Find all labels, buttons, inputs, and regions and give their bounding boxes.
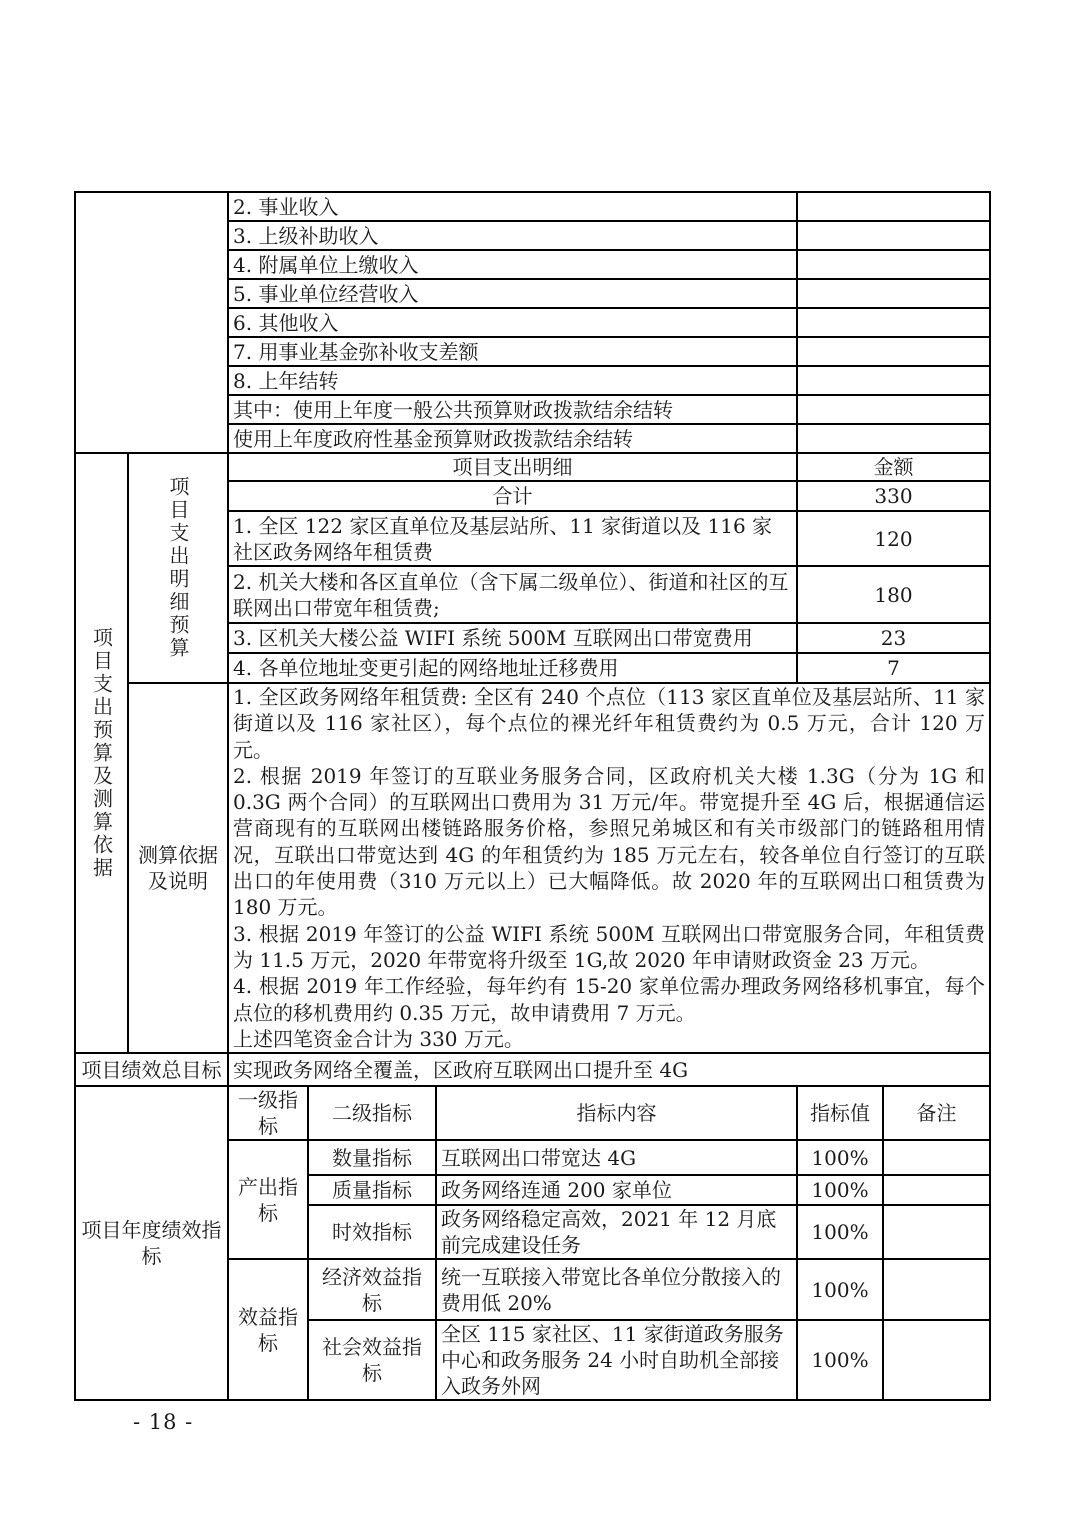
carryover-amount-cell: [797, 250, 990, 279]
indicator-content-cell: 政务网络稳定高效，2021 年 12 月底前完成建设任务: [436, 1205, 797, 1259]
indicator-content-cell: 互联网出口带宽达 4G: [436, 1140, 797, 1175]
indicator-level1-benefit-cell: 效益指标: [228, 1259, 308, 1400]
basis-paragraph: 上述四笔资金合计为 330 万元。: [233, 1026, 524, 1051]
detail-subsection-vertical-label-cell: [128, 453, 228, 683]
indicator-value-cell: 100%: [797, 1140, 883, 1175]
indicator-note-cell: [883, 1175, 990, 1205]
indicator-value-cell: 100%: [797, 1205, 883, 1259]
indicator-level2-cell: 时效指标: [308, 1205, 436, 1259]
carryover-amount-cell: [797, 308, 990, 337]
indicator-level2-cell: 社会效益指标: [308, 1320, 436, 1400]
indicator-level2-cell: 经济效益指标: [308, 1259, 436, 1320]
carryover-spacer-cell: [75, 192, 228, 453]
budget-section-vertical-label: 项目支出预算及测算依据: [89, 626, 114, 880]
detail-amount-cell: 120: [797, 511, 990, 566]
indicator-header-note: 备注: [883, 1086, 990, 1140]
goal-label-cell: 项目绩效总目标: [75, 1053, 228, 1086]
indicator-note-cell: [883, 1259, 990, 1320]
carryover-amount-cell: [797, 337, 990, 366]
detail-amount-cell: 180: [797, 566, 990, 623]
carryover-amount-cell: [797, 279, 990, 308]
indicator-note-cell: [883, 1140, 990, 1175]
indicator-content-cell: 统一互联接入带宽比各单位分散接入的费用低 20%: [436, 1259, 797, 1320]
carryover-item-cell: 3. 上级补助收入: [228, 221, 797, 250]
indicator-header-level2: 二级指标: [308, 1086, 436, 1140]
detail-header-amount: 金额: [797, 453, 990, 481]
indicator-value-cell: 100%: [797, 1175, 883, 1205]
budget-section-vertical-label-cell: [75, 453, 128, 1053]
carryover-amount-cell: [797, 192, 990, 221]
carryover-item-cell: 5. 事业单位经营收入: [228, 279, 797, 308]
budget-document-table-wrap: [74, 191, 991, 1401]
carryover-item-cell: 8. 上年结转: [228, 366, 797, 395]
carryover-item-cell: 6. 其他收入: [228, 308, 797, 337]
carryover-item-cell: 使用上年度政府性基金预算财政拨款结余结转: [228, 424, 797, 453]
carryover-amount-cell: [797, 395, 990, 424]
detail-header-item: 项目支出明细: [228, 453, 797, 481]
basis-paragraph: 1. 全区政务网络年租赁费: 全区有 240 个点位（113 家区直单位及基层站所、11 家街道以及 116 家社区），每个点位的裸光纤年租赁费约为 0.5 万元，合计 120 万元。: [233, 685, 985, 762]
indicator-header-level1: 一级指标: [228, 1086, 308, 1140]
basis-paragraph: 4. 根据 2019 年工作经验，每年约有 15-20 家单位需办理政务网络移机事宜，每个点位的移机费用约 0.35 万元，故申请费用 7 万元。: [233, 974, 985, 1025]
basis-label-cell: 测算依据及说明: [128, 683, 228, 1053]
indicator-level2-cell: 质量指标: [308, 1175, 436, 1205]
carryover-item-cell: 2. 事业收入: [228, 192, 797, 221]
detail-total-amount: 330: [797, 481, 990, 511]
budget-continuation-table: [74, 191, 991, 1401]
basis-content-cell: [228, 683, 990, 1053]
indicator-level1-output-cell: 产出指标: [228, 1140, 308, 1259]
detail-item-cell: 3. 区机关大楼公益 WIFI 系统 500M 互联网出口带宽费用: [228, 623, 797, 653]
indicator-note-cell: [883, 1320, 990, 1400]
basis-paragraph: 3. 根据 2019 年签订的公益 WIFI 系统 500M 互联网出口带宽服务合同，年租赁费为 11.5 万元，2020 年带宽将升级至 1G,故 2020 年申请财政资金 23 万元。: [233, 921, 985, 972]
carryover-item-cell: 4. 附属单位上缴收入: [228, 250, 797, 279]
carryover-item-cell: 7. 用事业基金弥补收支差额: [228, 337, 797, 366]
detail-item-cell: 2. 机关大楼和各区直单位（含下属二级单位）、街道和社区的互联网出口带宽年租赁费;: [228, 566, 797, 623]
carryover-amount-cell: [797, 424, 990, 453]
indicator-level2-cell: 数量指标: [308, 1140, 436, 1175]
indicator-value-cell: 100%: [797, 1259, 883, 1320]
detail-item-cell: 1. 全区 122 家区直单位及基层站所、11 家街道以及 116 家社区政务网络年租赁费: [228, 511, 797, 566]
goal-content-cell: 实现政务网络全覆盖，区政府互联网出口提升至 4G: [228, 1053, 990, 1086]
carryover-item-cell: 其中：使用上年度一般公共预算财政拨款结余结转: [228, 395, 797, 424]
indicator-value-cell: 100%: [797, 1320, 883, 1400]
indicator-header-content: 指标内容: [436, 1086, 797, 1140]
page-number: - 18 -: [133, 1410, 194, 1434]
detail-amount-cell: 7: [797, 653, 990, 683]
basis-paragraph: 2. 根据 2019 年签订的互联业务服务合同，区政府机关大楼 1.3G（分为 1G 和 0.3G 两个合同）的互联网出口费用为 31 万元/年。带宽提升至 4G 后，根据通信运营商现有的互联网出楼链路服务价格，参照兄弟城区和有关市级部门的链路租用情况，互联出口带宽达到 4G 的年租赁约为 185 万元左右，较各单位自行签订的互联出口的年使用费（310 万元以上）已大幅降低。故 2020 年的互联网出口租赁费为 180 万元。: [233, 763, 985, 920]
carryover-amount-cell: [797, 366, 990, 395]
detail-item-cell: 4. 各单位地址变更引起的网络地址迁移费用: [228, 653, 797, 683]
indicators-section-label-cell: 项目年度绩效指标: [75, 1086, 228, 1400]
indicator-header-value: 指标值: [797, 1086, 883, 1140]
indicator-note-cell: [883, 1205, 990, 1259]
carryover-amount-cell: [797, 221, 990, 250]
detail-subsection-vertical-label: 项目支出明细预算: [166, 476, 190, 660]
indicator-content-cell: 全区 115 家社区、11 家街道政务服务中心和政务服务 24 小时自助机全部接入政务外网: [436, 1320, 797, 1400]
indicator-content-cell: 政务网络连通 200 家单位: [436, 1175, 797, 1205]
detail-amount-cell: 23: [797, 623, 990, 653]
detail-total-label: 合计: [228, 481, 797, 511]
